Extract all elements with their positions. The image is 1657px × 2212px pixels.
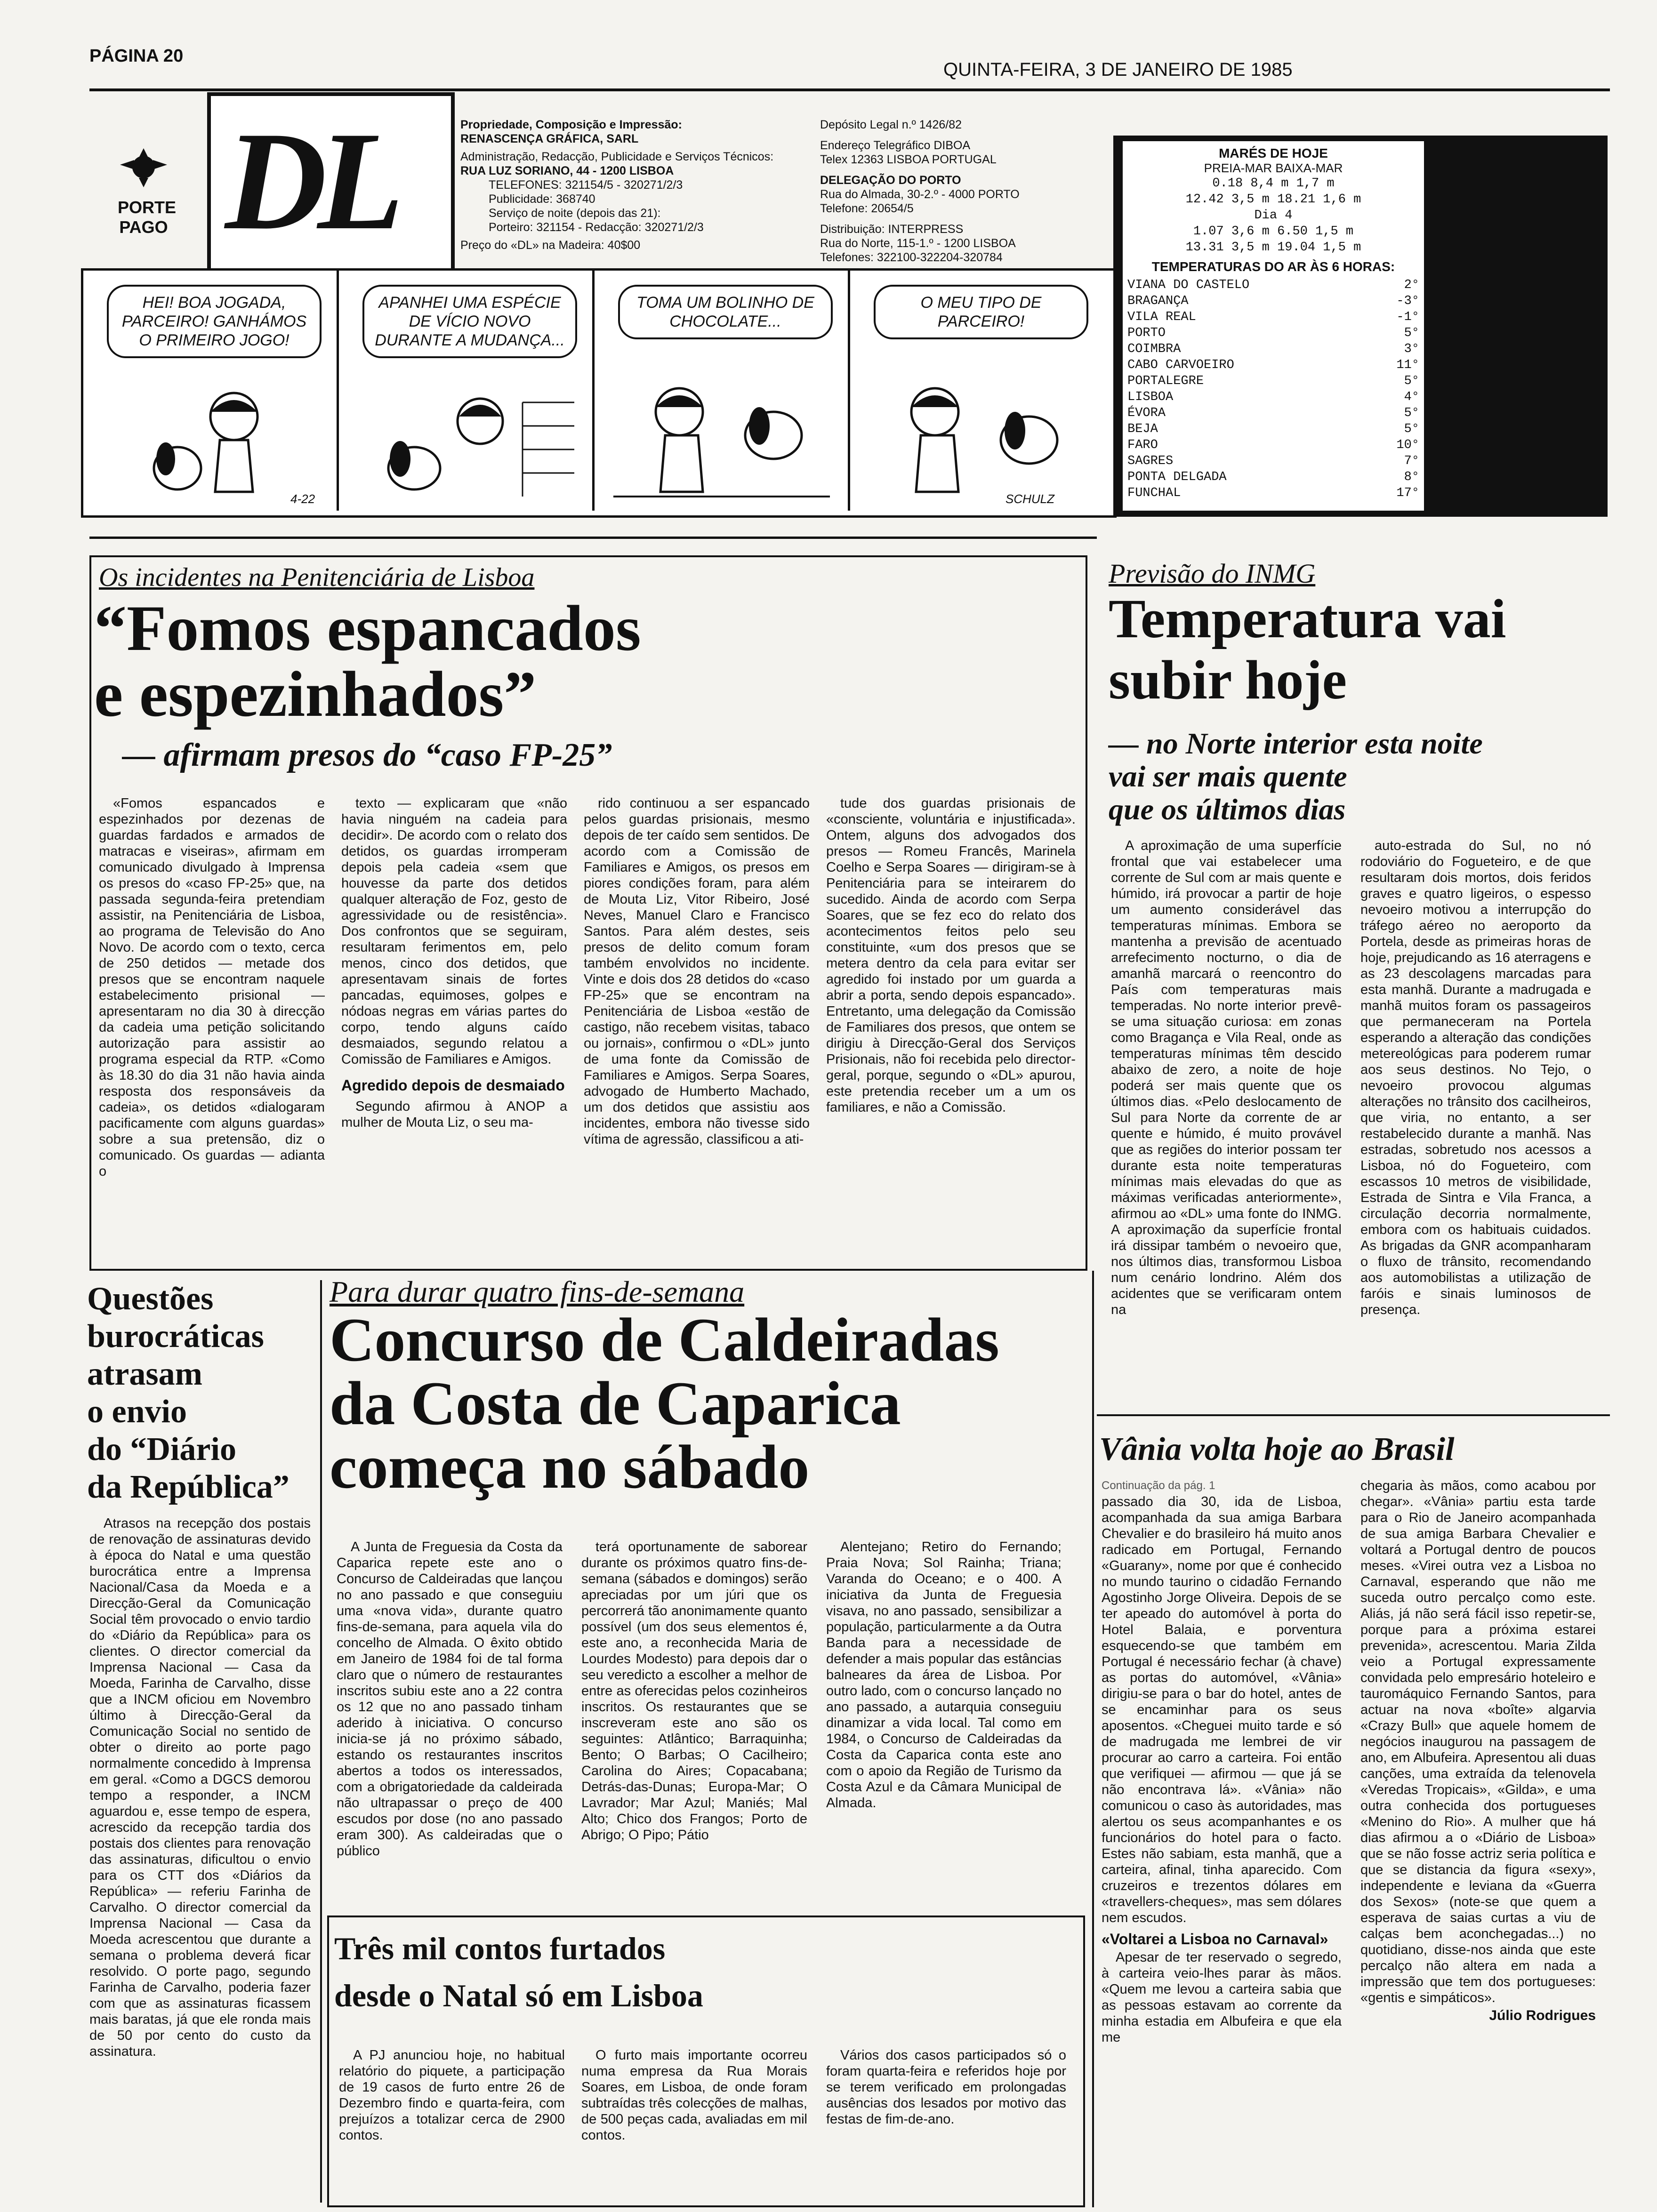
tide-row: 1.07 3,6 m 6.50 1,5 m: [1193, 224, 1354, 239]
theft-headline-2: desde o Natal só em Lisboa: [334, 1978, 703, 2013]
section-rule: [89, 537, 1097, 539]
city-name: PORTALEGRE: [1127, 374, 1204, 388]
speech-bubble: TOMA UM BOLINHO DE CHOCOLATE...: [618, 285, 833, 339]
paragraph: passado dia 30, ida de Lisboa, acompanhada da sua amiga Barbara Chevalier e do brasileiro há muito anos radicado em Portugal, Fernando «Guarany», nome por que é conhecido no mundo taurino o cidadão Fernando Agostinho Jorge Oliveira. Depois de se ter apeado do automóvel à porta do Hotel Balaia, e porventura esquecendo-se que também em Portugal é necessário fechar (à chave) as portas do automóvel, «Vânia» dirigiu-se para o bar do hotel, antes de se encaminhar para os seus aposentos. «Cheguei muito tarde e só de madrugada me lembrei de vir procurar ao carro a carteira. Foi então que verifiquei — afirmou — que já se não encontrava lá». «Vânia» não comunicou o caso às autoridades, mas alertou os seus acompanhantes e os funcionários do hotel para o facto. Estes não sabiam, esta manhã, que a carteira, afinal, tinha aparecido. Com cruzeiros e trezentos dólares em «travellers-cheques», mas sem dólares nem escudos.: [1102, 1494, 1342, 1925]
forecast-deck-3: que os últimos dias: [1109, 793, 1346, 826]
temperature-value: 11°: [1396, 358, 1419, 372]
headline-line: o envio: [87, 1394, 187, 1430]
gazette-body: [89, 1515, 311, 2061]
temperature-value: 5°: [1404, 326, 1419, 340]
page-number: PÁGINA 20: [89, 46, 184, 66]
city-name: LISBOA: [1127, 390, 1174, 404]
temperature-row: [1127, 389, 1419, 405]
comic-signature: SCHULZ: [1005, 492, 1055, 506]
forecast-headline-1: Temperatura vai: [1109, 588, 1506, 649]
temperatures-title: TEMPERATURAS DO AR ÀS 6 HORAS:: [1151, 259, 1395, 274]
tide-row: Dia 4: [1254, 208, 1293, 223]
temperature-value: 7°: [1404, 454, 1419, 468]
masthead-line: Telefone: 20654/5: [820, 202, 914, 215]
comic-panel: [339, 271, 595, 511]
stew-col-2: [581, 1539, 807, 1845]
city-name: VIANA DO CASTELO: [1127, 278, 1250, 292]
stew-col-3: [826, 1539, 1062, 1813]
tide-row: 13.31 3,5 m 19.04 1,5 m: [1185, 240, 1361, 255]
temperature-row: [1127, 373, 1419, 389]
temperature-row: [1127, 309, 1419, 325]
forecast-col-2: [1360, 838, 1591, 1320]
paragraph: Atrasos na recepção dos postais de renovação de assinaturas devido à época do Natal e uma questão burocrática entre a Imprensa Nacional/Casa da Moeda e a Direcção-Geral da Comunicação Social têm provocado o envio tardio do «Diário da República» para os clientes. O director comercial da Imprensa Nacional — Casa da Moeda, Farinha de Carvalho, disse que a INCM oficiou em Novembro último à Direcção-Geral da Comunicação Social no sentido de obter o direito ao porte pago normalmente concedido à Imprensa em geral. «Como a DGCS demorou tempo a responder, a INCM aguardou e, esse tempo de espera, acrescido da recepção tardia dos postais dos clientes para renovação das assinaturas, dificultou o envio para os CTT dos «Diários da República» — referiu Farinha de Carvalho. O director comercial da Imprensa Nacional — Casa da Moeda acrescentou que durante a semana o problema deverá ficar resolvido. O porte pago, segundo Farinha de Carvalho, poderia fazer com que as assinaturas ficassem mais baratas, já que ele ronda mais de 50 por cento do custo da assinatura.: [89, 1516, 311, 2059]
character-drawing-icon: [869, 369, 1086, 501]
temperature-value: -3°: [1396, 294, 1419, 308]
temperature-value: 5°: [1404, 374, 1419, 388]
character-drawing-icon: [140, 379, 290, 501]
temperature-row: [1127, 405, 1419, 421]
vania-col-2: [1360, 1478, 1596, 2024]
city-name: COIMBRA: [1127, 342, 1181, 356]
masthead-line: Telefones: 322100-322204-320784: [820, 251, 1003, 264]
comic-panel: [595, 271, 850, 511]
masthead-line: RUA LUZ SORIANO, 44 - 1200 LISBOA: [460, 164, 674, 177]
city-name: SAGRES: [1127, 454, 1174, 468]
forecast-deck-1: — no Norte interior esta noite: [1109, 727, 1483, 760]
stew-headline-2: da Costa de Caparica: [330, 1369, 901, 1438]
porte-pago: PORTE PAGO: [118, 198, 177, 237]
gazette-headline: [87, 1280, 290, 1506]
prison-col-1: [99, 795, 325, 1181]
subheading: Agredido depois de desmaiado: [341, 1077, 565, 1094]
temperature-row: [1127, 325, 1419, 341]
subheading: «Voltarei a Lisboa no Carnaval»: [1102, 1931, 1328, 1948]
temperature-row: [1127, 485, 1419, 501]
temperature-row: [1127, 469, 1419, 485]
headline-line: burocráticas: [87, 1318, 264, 1354]
paragraph: «Fomos espancados e espezinhados por dezenas de guardas fardados e armados de matracas e viseiras», afirmam em comunicado divulgado à Imprensa os presos do «caso FP-25» que, na passada segunda-feira pretendiam assistir, na Penitenciária de Lisboa, ao programa de Televisão do Ano Novo. De acordo com o texto, cerca de 250 detidos — metade dos presos que se encontram naquele estabelecimento prisional — apresentaram no dia 30 à direcção da cadeia uma petição solicitando autorização para assistir ao programa especial da RTP. «Como às 18.30 do dia 31 não havia ainda resposta dos responsáveis da cadeia», os detidos «dialogaram pacificamente com alguns guardas» sobre a sua pretensão, diz o comunicado. Os guardas — adianta o: [99, 796, 325, 1179]
temperature-row: [1127, 293, 1419, 309]
temperature-row: [1127, 421, 1419, 437]
temperature-value: 17°: [1396, 486, 1419, 500]
comic-strip: [81, 268, 1117, 518]
city-name: BRAGANÇA: [1127, 294, 1189, 308]
temperature-row: [1127, 357, 1419, 373]
masthead-line: Depósito Legal n.º 1426/82: [820, 118, 962, 131]
theft-col-2: [581, 2047, 807, 2145]
masthead-line: Distribuição: INTERPRESS: [820, 223, 964, 236]
tide-row: 0.18 8,4 m 1,7 m: [1212, 176, 1335, 191]
temperature-value: 2°: [1404, 278, 1419, 292]
masthead-line: Endereço Telegráfico DIBOA: [820, 139, 971, 152]
prison-col-2: [341, 795, 567, 1132]
prison-deck: — afirmam presos do “caso FP-25”: [122, 737, 612, 773]
paragraph: Apesar de ter reservado o segredo, à carteira veio-lhes parar às mãos. «Quem me levou a carteira sabia que as pessoas estavam ao corrente da minha estadia em Albufeira e que ela me: [1102, 1950, 1342, 2045]
masthead-line: DELEGAÇÃO DO PORTO: [820, 174, 961, 187]
masthead-line: Propriedade, Composição e Impressão:: [460, 118, 682, 131]
paragraph: A PJ anunciou hoje, no habitual relatório do piquete, a participação de 19 casos de furto entre 26 de Dezembro findo e quarta-feira, com prejuízos a totalizar cerca de 2900 contos.: [339, 2048, 565, 2143]
speech-bubble: APANHEI UMA ESPÉCIE DE VÍCIO NOVO DURANTE A MUDANÇA...: [362, 285, 577, 358]
city-name: FARO: [1127, 438, 1158, 452]
theft-col-3: [826, 2047, 1066, 2129]
weather-box: [1123, 141, 1424, 511]
city-name: PONTA DELGADA: [1127, 470, 1227, 484]
city-name: PORTO: [1127, 326, 1166, 340]
issue-date: QUINTA-FEIRA, 3 DE JANEIRO DE 1985: [943, 59, 1293, 80]
vania-col-1: [1102, 1478, 1342, 2047]
prison-col-3: [584, 795, 810, 1149]
paragraph: Vários dos casos participados só o foram quarta-feira e referidos hoje por se terem verificado em prolongadas ausências dos lesados por motivo das festas de fim-de-ano.: [826, 2048, 1066, 2127]
temperature-row: [1127, 341, 1419, 357]
paragraph: A Junta de Freguesia da Costa da Caparica repete este ano o Concurso de Caldeiradas que lançou no ano passado e que conseguiu uma «nova vida», durante quatro fins-de-semana, para aquela vila do concelho de Almada. O êxito obtido em Janeiro de 1984 foi de tal forma claro que o número de restaurantes inscritos subiu este ano a 22 contra os 12 que no ano passado tinham aderido à iniciativa. O concurso inicia-se já no próximo sábado, estando os restaurantes inscritos abertos a todos os interessados, com a obrigatoriedade da caldeirada não ultrapassar o preço de 400 escudos por dose (no ano passado eram 300). As caldeiradas que o público: [337, 1539, 563, 1859]
forecast-kicker: Previsão do INMG: [1109, 558, 1316, 589]
city-name: FUNCHAL: [1127, 486, 1181, 500]
crest-icon: [118, 146, 169, 188]
paragraph: chegaria às mãos, como acabou por chegar». «Vânia» partiu esta tarde para o Rio de Janeiro acompanhada de sua amiga Barbara Chevalier e voltará a Portugal dentro de poucos meses. «Virei outra vez a Lisboa no Carnaval, esperando que não me suceda outro percalço como este. Aliás, já não será fácil isso repetir-se, porque para a próxima estarei prevenida», acrescentou. Maria Zilda veio a Portugal expressamente convidada pelo empresário hoteleiro e tauromáquico Fernando Santos, para actuar na nova «boîte» algarvia «Crazy Bull» que aquele homem de negócios inaugurou na passagem de ano, em Albufeira. Apresentou ali duas canções, uma extraída da telenovela «Veredas Tropicais», «Gilda», e uma outra conhecida dos portugueses «Menino do Rio». A mulher que há dias afirmou a o «Diário de Lisboa» que se não fosse actriz seria política e que se distancia da figura «sexy», independente e leviana da «Guerra dos Sexos» (note-se que quem a esperava de saias curtas a viu de calças bem aconchegadas...) no quotidiano, disse-nos ainda que este percalço não altera em nada a impressão que tem dos portugueses: «gentis e simpáticos».: [1360, 1478, 1596, 2005]
theft-col-1: [339, 2047, 565, 2145]
column-rule: [320, 1280, 322, 2203]
prison-kicker: Os incidentes na Penitenciária de Lisboa: [99, 563, 535, 592]
weather-panel: [1113, 136, 1608, 517]
character-drawing-icon: [613, 369, 830, 501]
temperature-value: 4°: [1404, 390, 1419, 404]
city-name: CABO CARVOEIRO: [1127, 358, 1234, 372]
masthead-line: Telex 12363 LISBOA PORTUGAL: [820, 153, 997, 166]
header-rule: [89, 88, 1610, 91]
masthead-line: Administração, Redacção, Publicidade e Serviços Técnicos:: [460, 150, 774, 163]
temperature-value: 5°: [1404, 422, 1419, 436]
temperature-row: [1127, 453, 1419, 469]
paragraph: texto — explicaram que «não havia ninguém na cadeia para decidir». De acordo com o relato dos detidos, os guardas irromperam depois pela cadeia «sem que houvesse da parte dos detidos qualquer alteração de Foz, gesto de agressividade ou de resistência». Dos confrontos que se seguiram, resultaram ferimentos em, pelo menos, cinco dos detidos, que apresentavam sinais de fortes pancadas, equimoses, golpes e nódoas negras em várias partes do corpo, tendo alguns caído desmaiados, segundo relatou a Comissão de Familiares e Amigos.: [341, 796, 567, 1067]
temperature-row: [1127, 437, 1419, 453]
temperature-value: 10°: [1396, 438, 1419, 452]
comic-panel: [83, 271, 339, 511]
paragraph: auto-estrada do Sul, no nó rodoviário do Fogueteiro, e de que resultaram dois mortos, dois feridos graves e quatro ligeiros, o espesso nevoeiro motivou a interrupção do tráfego aéreo no aeroporto da Portela, desde as primeiras horas de hoje, prejudicando as 16 aterragens e as 23 descolagens marcadas para esta manhã. Durante a madrugada e manhã muitos foram os passageiros que permaneceram na Portela esperando a alteração das condições metereológicas para poderem rumar aos seus destinos. No Tejo, o nevoeiro provocou algumas alterações no trânsito dos cacilheiros, que viria, no entanto, a ser restabelecido durante a manhã. Nas estradas, sobretudo nos acessos a Lisboa, nó do Fogueteiro, com escassos 10 metros de visibilidade, Estrada de Sintra e Vila Franca, a circulação decorria normalmente, embora com os habituais cuidados. As brigadas da GNR acompanharam o fluxo de trânsito, recomendando aos automobilistas a utilização de faróis e sinais luminosos de presença.: [1360, 838, 1591, 1317]
masthead-line: Preço do «DL» na Madeira: 40$00: [460, 239, 641, 252]
paragraph: Alentejano; Retiro do Fernando; Praia Nova; Sol Rainha; Triana; Varanda do Oceano; e o 400. A iniciativa da Junta de Freguesia visava, no ano passado, sensibilizar a população, particularmente a da Outra Banda para a necessidade de defender a mais popular das estâncias balneares da área de Lisboa. Por outro lado, com o concurso lançado no ano passado, a autarquia conseguiu dinamizar a vida local. Tal como em 1984, o Concurso de Caldeiradas da Costa da Caparica conta este ano com o apoio da Região de Turismo da Costa Azul e da Câmara Municipal de Almada.: [826, 1539, 1062, 1811]
prison-headline-2: e espezinhados”: [94, 658, 537, 730]
headline-line: da República”: [87, 1469, 290, 1505]
masthead-logo: DL: [225, 103, 394, 259]
comic-panel: [850, 271, 1112, 511]
prison-headline-1: “Fomos espancados: [94, 592, 641, 664]
masthead-line: Porteiro: 321154 - Redacção: 320271/2/3: [489, 221, 704, 234]
tides-subtitle: PREIA-MAR BAIXA-MAR: [1204, 161, 1343, 175]
forecast-col-1: [1111, 838, 1342, 1320]
theft-headline-1: Três mil contos furtados: [334, 1931, 666, 1966]
temperatures-list: [1127, 277, 1419, 501]
author-signature: Júlio Rodrigues: [1489, 2008, 1596, 2023]
temperature-row: [1127, 277, 1419, 293]
stew-headline-3: começa no sábado: [330, 1432, 810, 1501]
section-rule: [1097, 1414, 1610, 1416]
city-name: VILA REAL: [1127, 310, 1196, 324]
temperature-value: 3°: [1404, 342, 1419, 356]
prison-col-4: [826, 795, 1076, 1117]
speech-bubble: HEI! BOA JOGADA, PARCEIRO! GANHÁMOS O PRIMEIRO JOGO!: [107, 285, 322, 358]
stew-col-1: [337, 1539, 563, 1861]
headline-line: Questões: [87, 1281, 214, 1317]
masthead-line: TELEFONES: 321154/5 - 320271/2/3: [489, 178, 683, 192]
temperature-value: 8°: [1404, 470, 1419, 484]
tides-title: MARÉS DE HOJE: [1219, 146, 1328, 160]
masthead-info-left: [460, 118, 790, 252]
city-name: ÉVORA: [1127, 406, 1166, 420]
masthead-line: RENASCENÇA GRÁFICA, SARL: [460, 132, 639, 145]
masthead-line: Rua do Almada, 30-2.º - 4000 PORTO: [820, 188, 1020, 201]
forecast-deck-2: vai ser mais quente: [1109, 760, 1347, 793]
city-name: BEJA: [1127, 422, 1158, 436]
paragraph: terá oportunamente de saborear durante os próximos quatro fins-de-semana (sábados e domingos) serão apreciadas por um júri que os percorrerá tão anonimamente quanto possível (um dos seus elementos é, este ano, a reconhecida Maria de Lourdes Modesto) para depois dar o seu veredicto a escolher a melhor de entre as oferecidas pelos cozinheiros inscritos. Os restaurantes que se inscreveram este ano são os seguintes: Atlântico; Barraquinha; Bento; O Barbas; O Cacilheiro; Carolina do Aires; Copacabana; Detrás-das-Dunas; Europa-Mar; O Lavrador; Mar Azul; Maniés; Mal Alto; Chico dos Frangos; Porto de Abrigo; O Pipo; Pátio: [581, 1539, 807, 1843]
column-rule: [1092, 1271, 1094, 2207]
paragraph: A aproximação de uma superfície frontal que vai estabelecer uma corrente de Sul com ar mais quente e húmido, irá provocar a partir de hoje um aumento considerável das temperaturas mínimas. Embora se mantenha a previsão de acentuado arrefecimento nocturno, o dia de amanhã marcará o reencontro do País com temperaturas mais temperadas. No norte interior prevê-se uma situação curiosa: em zonas como Bragança e Vila Real, onde as temperaturas mínimas têm descido abaixo de zero, a noite de hoje poderá ser mais quente que os últimos dias. «Pelo deslocamento de Sul para Norte da corrente de ar quente e húmido, é muito provável que as regiões do interior possam ter durante esta noite temperaturas mínimas mais elevadas do que as máximas verificadas anteriormente», afirmou ao «DL» uma fonte do INMG. A aproximação da superfície frontal irá dissipar também o nevoeiro que, nos últimos dias, transformou Lisboa num cenário londrino. Além dos acidentes que se verificaram ontem na: [1111, 838, 1342, 1317]
forecast-headline-2: subir hoje: [1109, 649, 1347, 711]
paragraph: rido continuou a ser espancado pelos guardas prisionais, mesmo depois de ter caído sem sentidos. De acordo com a Comissão de Familiares e Amigos, os presos em piores condições foram, para além de Mouta Liz, Vitor Ribeiro, José Neves, Manuel Claro e Francisco Santos. Para além destes, seis presos de delito comum foram também envolvidos no incidente. Vinte e dois dos 28 detidos do «caso FP-25» que se encontram na Penitenciária de Lisboa «estão de castigo, não recebem visitas, tabaco ou jornais», confirmou o «DL» junto de uma fonte da Comissão de Familiares e Amigos. Serpa Soares, advogado de Humberto Machado, um dos detidos que assistiu aos incidentes, embora não tivesse sido vítima de agressão, classificou a ati-: [584, 796, 810, 1147]
comic-date-mark: 4-22: [290, 492, 315, 506]
masthead-line: Serviço de noite (depois das 21):: [489, 207, 661, 220]
tide-row: 12.42 3,5 m 18.21 1,6 m: [1185, 192, 1361, 207]
masthead-line: Rua do Norte, 115-1.º - 1200 LISBOA: [820, 237, 1016, 250]
masthead-logo-box: [207, 92, 455, 288]
character-drawing-icon: [367, 374, 574, 501]
continuation-note: Continuação da pág. 1: [1102, 1479, 1215, 1492]
headline-line: do “Diário: [87, 1431, 236, 1467]
paragraph: tude dos guardas prisionais de «consciente, voluntária e injustificada». Ontem, alguns dos advogados dos presos — Romeu Francês, Marinela Coelho e Serpa Soares — dirigiram-se à Penitenciária para se inteirarem do sucedido. Ainda de acordo com Serpa Soares, que se fez eco do relato dos acontecimentos feitos pelo seu constituinte, «um dos presos que se metera dentro da cela para evitar ser agredido foi instado por um guarda a abrir a porta, sendo depois espancado». Entretanto, uma delegação da Comissão de Familiares dos presos, que ontem se dirigiu à Direcção-Geral dos Serviços Prisionais, não foi recebida pelo director-geral, porque, segundo o «DL» apurou, este pretendia receber um a um os familiares, e não a Comissão.: [826, 796, 1076, 1115]
stew-kicker: Para durar quatro fins-de-semana: [330, 1275, 745, 1308]
temperature-value: 5°: [1404, 406, 1419, 420]
vania-headline: Vânia volta hoje ao Brasil: [1099, 1431, 1455, 1467]
masthead-line: Publicidade: 368740: [489, 192, 595, 206]
temperature-value: -1°: [1396, 310, 1419, 324]
paragraph: Segundo afirmou à ANOP a mulher de Mouta Liz, o seu ma-: [341, 1099, 567, 1130]
speech-bubble: O MEU TIPO DE PARCEIRO!: [874, 285, 1088, 339]
stew-headline-1: Concurso de Caldeiradas: [330, 1305, 999, 1374]
masthead-info-right: [820, 118, 1102, 264]
headline-line: atrasam: [87, 1356, 202, 1392]
paragraph: O furto mais importante ocorreu numa empresa da Rua Morais Soares, em Lisboa, de onde foram subtraídas três colecções de malhas, de 500 peças cada, avaliadas em mil contos.: [581, 2048, 807, 2143]
